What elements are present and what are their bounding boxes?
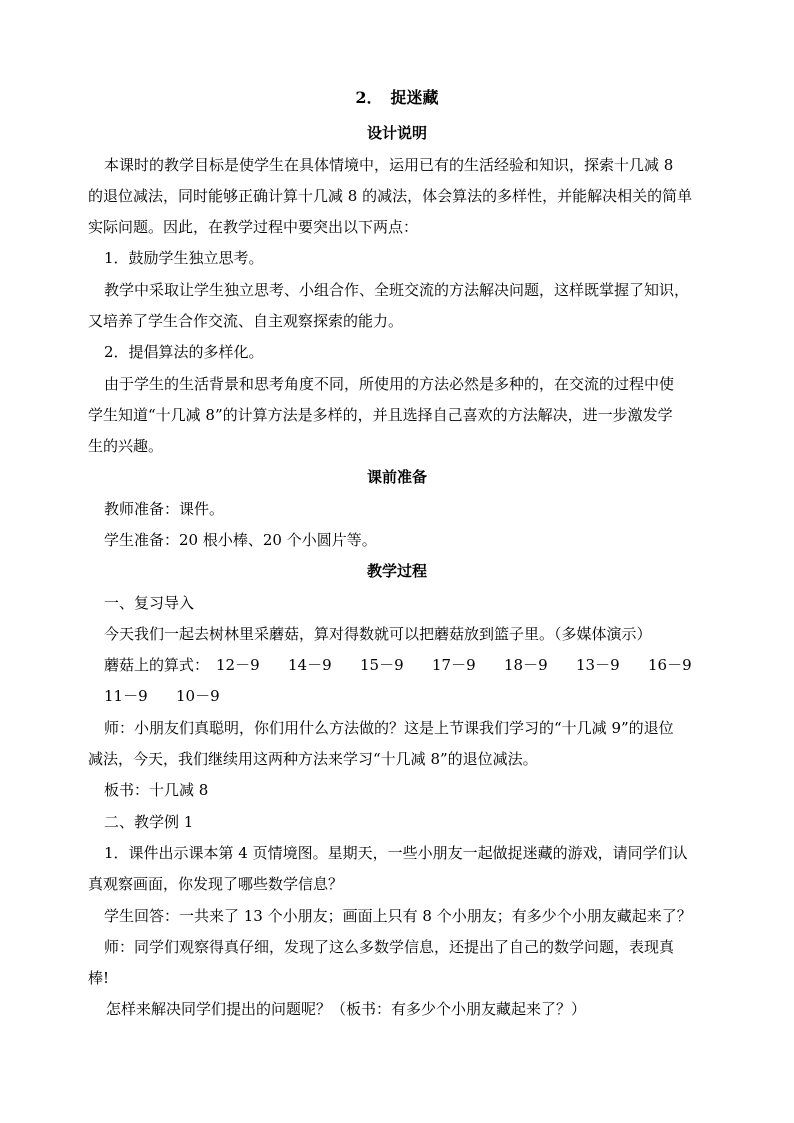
teacher-remark-1-line-1: 师：小朋友们真聪明，你们用什么方法做的？这是上节课我们学习的“十几减 9”的退位 bbox=[104, 719, 674, 737]
process-heading: 教学过程 bbox=[366, 562, 427, 580]
teacher-remark-2-line-2: 棒! bbox=[88, 969, 110, 987]
equation: 11－9 bbox=[104, 687, 148, 705]
step-1-line-2: 真观察画面，你发现了哪些数学信息？ bbox=[88, 875, 344, 893]
equation: 16－9 bbox=[648, 656, 692, 674]
lesson-title: 2． 捉迷藏 bbox=[355, 88, 439, 107]
design-point-1: 1．鼓励学生独立思考。 bbox=[104, 249, 264, 267]
student-answer: 学生回答：一共来了 13 个小朋友；画面上只有 8 个小朋友；有多少个小朋友藏起来了？ bbox=[104, 907, 692, 925]
equation: 15－9 bbox=[360, 656, 404, 674]
teacher-remark-2-line-1: 师：同学们观察得真仔细，发现了这么多数学信息，还提出了自己的数学问题，表现真 bbox=[104, 938, 675, 956]
intro-text: 今天我们一起去树林里采蘑菇，算对得数就可以把蘑菇放到篮子里。（多媒体演示） bbox=[104, 625, 652, 643]
design-paragraph-3-line-1: 由于学生的生活背景和思考角度不同，所使用的方法必然是多种的，在交流的过程中使 bbox=[104, 375, 675, 393]
design-paragraph-1-line-1: 本课时的教学目标是使学生在具体情境中，运用已有的生活经验和知识，探索十几减 8 bbox=[104, 156, 674, 174]
equation: 14－9 bbox=[288, 656, 332, 674]
equations-label: 蘑菇上的算式： bbox=[104, 656, 210, 674]
design-paragraph-1-line-2: 的退位减法，同时能够正确计算十几减 8 的减法，体会算法的多样性，并能解决相关的简单 bbox=[88, 187, 693, 205]
teacher-prep: 教师准备：课件。 bbox=[104, 500, 225, 518]
equation: 12－9 bbox=[216, 656, 260, 674]
equation: 17－9 bbox=[432, 656, 476, 674]
section-example: 二、教学例 1 bbox=[104, 813, 194, 831]
prep-heading: 课前准备 bbox=[366, 468, 427, 486]
design-paragraph-3-line-2: 学生知道“十几减 8”的计算方法是多样的，并且选择自己喜欢的方法解决，进一步激发学 bbox=[88, 406, 673, 424]
design-paragraph-2-line-2: 又培养了学生合作交流、自主观察探索的能力。 bbox=[88, 312, 404, 330]
equation: 10－9 bbox=[176, 687, 220, 705]
section-review: 一、复习导入 bbox=[104, 594, 195, 612]
design-paragraph-1-line-3: 实际问题。因此，在教学过程中要突出以下两点： bbox=[88, 218, 419, 236]
design-heading: 设计说明 bbox=[366, 124, 427, 142]
design-paragraph-2-line-1: 教学中采取让学生独立思考、小组合作、全班交流的方法解决问题，这样既掌握了知识， bbox=[104, 281, 690, 299]
equation: 13－9 bbox=[576, 656, 620, 674]
student-prep: 学生准备：20 根小棒、20 个小圆片等。 bbox=[104, 531, 377, 549]
board-note-1: 板书：十几减 8 bbox=[104, 781, 209, 799]
equation: 18－9 bbox=[504, 656, 548, 674]
teacher-remark-1-line-2: 减法，今天，我们继续用这两种方法来学习“十几减 8”的退位减法。 bbox=[88, 750, 538, 768]
design-point-2: 2．提倡算法的多样化。 bbox=[104, 343, 264, 361]
step-1-line-1: 1．课件出示课本第 4 页情境图。星期天，一些小朋友一起做捉迷藏的游戏，请同学们认 bbox=[104, 844, 688, 862]
problem-question: 怎样来解决同学们提出的问题呢？（板书：有多少个小朋友藏起来了？） bbox=[106, 1000, 587, 1018]
design-paragraph-3-line-3: 生的兴趣。 bbox=[88, 437, 164, 455]
